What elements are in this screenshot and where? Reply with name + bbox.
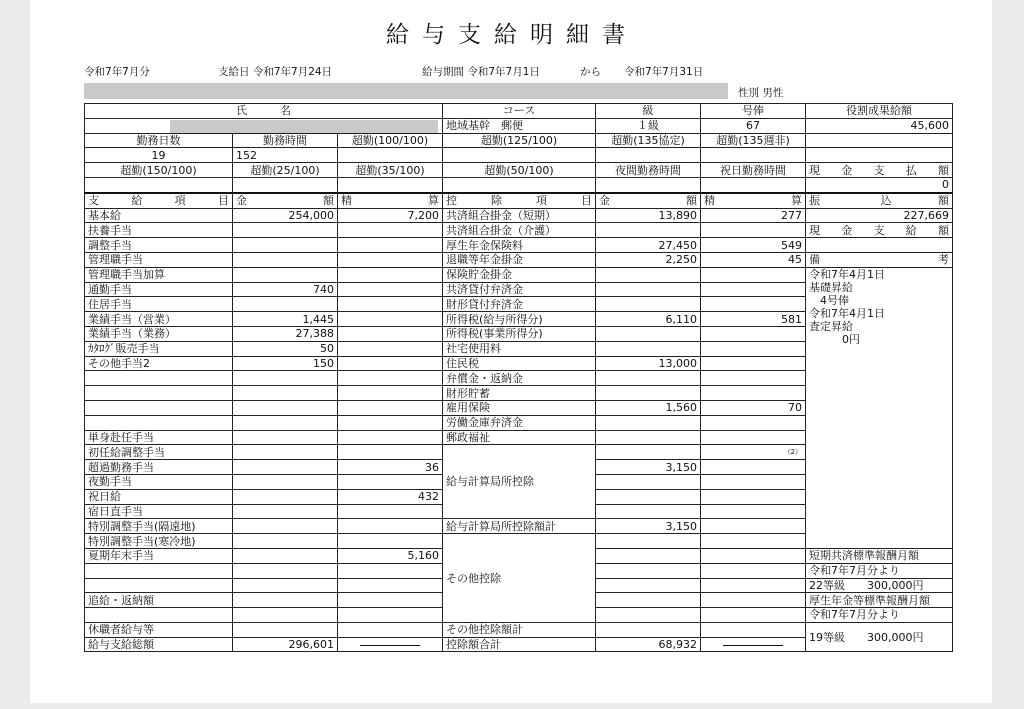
ot135a-value bbox=[596, 148, 701, 163]
column-header: 金 額 bbox=[596, 193, 701, 208]
deduction-settle bbox=[701, 460, 806, 475]
ot150-value bbox=[85, 177, 233, 192]
deduction-label: 厚生年金保険料 bbox=[443, 238, 596, 253]
pay-item-amount bbox=[233, 608, 338, 623]
pay-item-label bbox=[85, 415, 233, 430]
work-hours-value: 152 bbox=[233, 148, 338, 163]
pay-item-label: ｶﾀﾛｸﾞ販売手当 bbox=[85, 341, 233, 356]
cash-pay-value bbox=[806, 238, 953, 253]
pay-item-amount: 1,445 bbox=[233, 312, 338, 327]
info-blank bbox=[806, 133, 953, 148]
pay-item-settle bbox=[338, 519, 443, 534]
remarks-line: 0円 bbox=[809, 332, 861, 346]
step-label: 号俸 bbox=[701, 104, 806, 119]
table-row bbox=[85, 267, 953, 282]
deduction-settle: 70 bbox=[701, 400, 806, 415]
pay-item-settle bbox=[338, 504, 443, 519]
pay-item-amount bbox=[233, 578, 338, 593]
deduction-settle: 581 bbox=[701, 312, 806, 327]
pay-item-label: 夏期年末手当 bbox=[85, 548, 233, 563]
work-hours-label: 勤務時間 bbox=[233, 133, 338, 148]
deduction-label: 退職等年金掛金 bbox=[443, 252, 596, 267]
deduction-amount bbox=[596, 578, 701, 593]
pay-item-amount bbox=[233, 622, 338, 637]
pay-item-settle bbox=[338, 563, 443, 578]
deduction-amount bbox=[596, 371, 701, 386]
course-label: コース bbox=[443, 104, 596, 119]
column-header: 控 除 項 目 bbox=[443, 193, 596, 208]
other-deduction-total-label: その他控除額計 bbox=[443, 622, 596, 637]
pay-item-label: 業績手当（業務） bbox=[85, 326, 233, 341]
pay-item-label: 通勤手当 bbox=[85, 282, 233, 297]
table-row bbox=[85, 238, 953, 253]
remarks-line: 4号俸 bbox=[809, 293, 850, 307]
ot135b-value bbox=[701, 148, 806, 163]
pay-period-end: 令和7年7月31日 bbox=[624, 66, 704, 78]
deduction-amount bbox=[596, 593, 701, 608]
pay-item-label: 超過勤務手当 bbox=[85, 460, 233, 475]
cash-pay-label: 現 金 支 給 額 bbox=[806, 223, 953, 238]
pay-item-amount bbox=[233, 415, 338, 430]
deduction-amount bbox=[596, 474, 701, 489]
info-row-4 bbox=[85, 148, 953, 163]
night-hours-label: 夜間勤務時間 bbox=[596, 163, 701, 178]
pay-item-settle bbox=[338, 445, 443, 460]
pay-item-label bbox=[85, 400, 233, 415]
deduction-amount bbox=[596, 267, 701, 282]
deduction-settle bbox=[701, 415, 806, 430]
pay-item-settle bbox=[338, 223, 443, 238]
pay-item-settle: 7,200 bbox=[338, 208, 443, 223]
pay-item-amount bbox=[233, 386, 338, 401]
remarks-line: 令和7年4月1日 bbox=[809, 267, 886, 281]
pay-item-settle bbox=[338, 371, 443, 386]
remarks-line: 査定昇給 bbox=[809, 319, 854, 333]
deduction-amount: 1,560 bbox=[596, 400, 701, 415]
pay-item-settle bbox=[338, 622, 443, 637]
deduction-amount: 13,890 bbox=[596, 208, 701, 223]
role-pay-value: 45,600 bbox=[806, 118, 953, 133]
ot135a-label: 超勤(135協定) bbox=[596, 133, 701, 148]
deduction-settle bbox=[701, 504, 806, 519]
pay-item-label: 調整手当 bbox=[85, 238, 233, 253]
deduction-label: 弁償金・返納金 bbox=[443, 371, 596, 386]
deduction-settle bbox=[701, 341, 806, 356]
remarks-line: 令和7年4月1日 bbox=[809, 306, 886, 320]
deduction-amount: 6,110 bbox=[596, 312, 701, 327]
info-row-3 bbox=[85, 133, 953, 148]
holiday-hours-value bbox=[701, 177, 806, 192]
pension-std-label: 厚生年金等標準報酬月額 bbox=[806, 593, 953, 608]
deduction-amount bbox=[596, 608, 701, 623]
table-row bbox=[85, 622, 953, 637]
pay-item-settle bbox=[338, 356, 443, 371]
column-header: 精 算 bbox=[338, 193, 443, 208]
deduction-amount bbox=[596, 341, 701, 356]
ot100-value bbox=[338, 148, 443, 163]
deduction-label: 共済組合掛金（介護） bbox=[443, 223, 596, 238]
ot50-label: 超勤(50/100) bbox=[443, 163, 596, 178]
deduction-amount bbox=[596, 386, 701, 401]
dash-line bbox=[360, 645, 420, 646]
pay-item-label bbox=[85, 578, 233, 593]
short-term-std-from: 令和7年7月分より bbox=[806, 563, 953, 578]
deduction-amount bbox=[596, 489, 701, 504]
ot125-value bbox=[443, 148, 596, 163]
pay-item-amount: 254,000 bbox=[233, 208, 338, 223]
pay-period-start: 給与期間 令和7年7月1日 bbox=[422, 66, 540, 78]
deduction-amount bbox=[596, 445, 701, 460]
pay-item-amount bbox=[233, 489, 338, 504]
course-value: 地域基幹 郵便 bbox=[443, 118, 596, 133]
deduction-settle bbox=[701, 563, 806, 578]
name-label: 氏 名 bbox=[85, 104, 443, 119]
dash-line bbox=[723, 645, 783, 646]
pay-item-settle bbox=[338, 474, 443, 489]
pay-item-settle: 432 bbox=[338, 489, 443, 504]
grade-label: 級 bbox=[596, 104, 701, 119]
other-deduction-label: その他控除 bbox=[443, 534, 596, 623]
redacted-bar bbox=[84, 83, 728, 99]
pay-item-settle bbox=[338, 326, 443, 341]
deduction-settle bbox=[701, 282, 806, 297]
deduction-amount bbox=[596, 326, 701, 341]
ot25-label: 超勤(25/100) bbox=[233, 163, 338, 178]
pay-item-amount: 740 bbox=[233, 282, 338, 297]
deduction-amount bbox=[596, 282, 701, 297]
pay-item-amount bbox=[233, 252, 338, 267]
work-days-label: 勤務日数 bbox=[85, 133, 233, 148]
deduction-label: 労働金庫弁済金 bbox=[443, 415, 596, 430]
cash-payment-label: 現 金 支 払 額 bbox=[806, 163, 953, 178]
pay-item-label: 夜勤手当 bbox=[85, 474, 233, 489]
info-row-1 bbox=[85, 104, 953, 119]
pay-item-settle bbox=[338, 341, 443, 356]
ot35-value bbox=[338, 177, 443, 192]
work-days-value: 19 bbox=[85, 148, 233, 163]
pay-item-amount bbox=[233, 519, 338, 534]
ot25-value bbox=[233, 177, 338, 192]
pay-item-settle bbox=[338, 534, 443, 549]
ot150-label: 超勤(150/100) bbox=[85, 163, 233, 178]
column-header: 支 給 項 目 bbox=[85, 193, 233, 208]
deduction-amount bbox=[596, 415, 701, 430]
info-blank bbox=[806, 148, 953, 163]
pay-item-label: 給与支給総額 bbox=[85, 637, 233, 652]
table-row bbox=[85, 223, 953, 238]
deduction-settle bbox=[701, 548, 806, 563]
pay-settle-dash bbox=[338, 637, 443, 652]
pay-item-label: 特別調整手当(寒冷地) bbox=[85, 534, 233, 549]
pay-item-amount bbox=[233, 223, 338, 238]
deduction-settle bbox=[701, 474, 806, 489]
deduction-label: 共済貸付弁済金 bbox=[443, 282, 596, 297]
deduction-label: 共済組合掛金（短期） bbox=[443, 208, 596, 223]
deduction-amount bbox=[596, 223, 701, 238]
deduction-amount bbox=[596, 430, 701, 445]
deduction-label: 保険貯金掛金 bbox=[443, 267, 596, 282]
deduction-settle bbox=[701, 593, 806, 608]
pay-item-label: 特別調整手当(隔遠地) bbox=[85, 519, 233, 534]
table-row bbox=[85, 208, 953, 223]
page-title: 給与支給明細書 bbox=[386, 22, 638, 48]
name-value bbox=[85, 118, 443, 133]
pay-item-amount bbox=[233, 563, 338, 578]
pay-item-label: 住居手当 bbox=[85, 297, 233, 312]
pension-std-from: 令和7年7月分より bbox=[806, 608, 953, 623]
deduction-settle bbox=[701, 326, 806, 341]
role-pay-label: 役割成果給額 bbox=[806, 104, 953, 119]
pay-item-settle bbox=[338, 386, 443, 401]
pay-item-amount: 50 bbox=[233, 341, 338, 356]
deduction-amount bbox=[596, 504, 701, 519]
deduction-label: 社宅使用料 bbox=[443, 341, 596, 356]
night-hours-value bbox=[596, 177, 701, 192]
cash-payment-value: 0 bbox=[806, 177, 953, 192]
column-header-row bbox=[85, 193, 953, 208]
ot135b-label: 超勤(135週非) bbox=[701, 133, 806, 148]
deduction-settle bbox=[701, 534, 806, 549]
pay-item-settle bbox=[338, 267, 443, 282]
pay-item-label: 祝日給 bbox=[85, 489, 233, 504]
total-deduction-label: 控除額合計 bbox=[443, 637, 596, 652]
pay-item-label: 扶養手当 bbox=[85, 223, 233, 238]
pay-period-from: から bbox=[580, 66, 601, 78]
deduction-amount: 27,450 bbox=[596, 238, 701, 253]
pay-item-settle bbox=[338, 578, 443, 593]
short-term-std-value: 22等級 300,000円 bbox=[806, 578, 953, 593]
payslip-table bbox=[84, 103, 953, 652]
column-header: 精 算 bbox=[701, 193, 806, 208]
pay-item-label: その他手当2 bbox=[85, 356, 233, 371]
ot125-label: 超勤(125/100) bbox=[443, 133, 596, 148]
pay-item-amount bbox=[233, 400, 338, 415]
local-deduction-amount: 3,150 bbox=[596, 460, 701, 475]
pay-item-amount bbox=[233, 460, 338, 475]
ot100-label: 超勤(100/100) bbox=[338, 133, 443, 148]
remarks-line: 基礎昇給 bbox=[809, 280, 854, 294]
deduction-amount bbox=[596, 297, 701, 312]
pay-item-amount bbox=[233, 371, 338, 386]
transfer-amount: 227,669 bbox=[806, 208, 953, 223]
pay-item-settle: 5,160 bbox=[338, 548, 443, 563]
pay-item-label: 管理職手当加算 bbox=[85, 267, 233, 282]
pay-item-settle bbox=[338, 252, 443, 267]
deduction-settle bbox=[701, 622, 806, 637]
column-header: 振 込 額 bbox=[806, 193, 953, 208]
local-deduction-note: （2） bbox=[701, 445, 806, 460]
pay-item-label: 業績手当（営業） bbox=[85, 312, 233, 327]
deduction-label: 郵政福祉 bbox=[443, 430, 596, 445]
pay-month: 令和7年7月分 bbox=[84, 66, 150, 78]
pay-item-label bbox=[85, 563, 233, 578]
ot50-value bbox=[443, 177, 596, 192]
local-deduction-total-amount: 3,150 bbox=[596, 519, 701, 534]
pay-item-amount bbox=[233, 548, 338, 563]
pay-item-amount bbox=[233, 430, 338, 445]
pay-item-settle bbox=[338, 297, 443, 312]
pay-item-label bbox=[85, 371, 233, 386]
gender: 性別 男性 bbox=[738, 87, 784, 99]
ot35-label: 超勤(35/100) bbox=[338, 163, 443, 178]
pay-item-label bbox=[85, 386, 233, 401]
pay-item-amount: 150 bbox=[233, 356, 338, 371]
deduction-amount bbox=[596, 563, 701, 578]
info-row-5 bbox=[85, 163, 953, 178]
deduction-settle bbox=[701, 371, 806, 386]
pay-item-amount bbox=[233, 474, 338, 489]
pay-item-amount: 27,388 bbox=[233, 326, 338, 341]
deduction-label: 所得税(給与所得分) bbox=[443, 312, 596, 327]
pay-item-settle bbox=[338, 430, 443, 445]
pay-item-amount bbox=[233, 593, 338, 608]
deduction-label: 財形貸付弁済金 bbox=[443, 297, 596, 312]
local-deduction-label: 給与計算局所控除 bbox=[443, 445, 596, 519]
pay-date: 支給日 令和7年7月24日 bbox=[218, 66, 333, 78]
pay-item-settle bbox=[338, 415, 443, 430]
deduction-settle bbox=[701, 297, 806, 312]
pay-item-amount bbox=[233, 267, 338, 282]
pay-item-amount bbox=[233, 504, 338, 519]
deduction-settle bbox=[701, 356, 806, 371]
redacted-name bbox=[170, 120, 438, 133]
pay-item-label: 宿日直手当 bbox=[85, 504, 233, 519]
local-deduction-total-label: 給与計算局所控除額計 bbox=[443, 519, 596, 534]
remarks-box bbox=[806, 267, 953, 548]
column-header: 金 額 bbox=[233, 193, 338, 208]
pay-item-settle bbox=[338, 593, 443, 608]
pension-std-value: 19等級 300,000円 bbox=[806, 622, 953, 652]
deduction-label: 所得税(事業所得分) bbox=[443, 326, 596, 341]
pay-item-settle: 36 bbox=[338, 460, 443, 475]
deduction-label: 財形貯蓄 bbox=[443, 386, 596, 401]
info-row-2 bbox=[85, 118, 953, 133]
pay-item-settle bbox=[338, 282, 443, 297]
deduction-amount bbox=[596, 548, 701, 563]
holiday-hours-label: 祝日勤務時間 bbox=[701, 163, 806, 178]
deduction-settle bbox=[701, 223, 806, 238]
deduction-settle bbox=[701, 489, 806, 504]
pay-item-label: 初任給調整手当 bbox=[85, 445, 233, 460]
grade-value: １級 bbox=[596, 118, 701, 133]
pay-item-label: 管理職手当 bbox=[85, 252, 233, 267]
remarks-label: 備 考 bbox=[806, 252, 953, 267]
deduction-settle: 277 bbox=[701, 208, 806, 223]
pay-item-amount bbox=[233, 238, 338, 253]
deduction-settle bbox=[701, 430, 806, 445]
pay-item-label: 休職者給与等 bbox=[85, 622, 233, 637]
info-row-6 bbox=[85, 177, 953, 192]
deduction-settle bbox=[701, 519, 806, 534]
deduction-amount: 2,250 bbox=[596, 252, 701, 267]
deduction-settle: 549 bbox=[701, 238, 806, 253]
pay-item-settle bbox=[338, 400, 443, 415]
pay-item-amount bbox=[233, 445, 338, 460]
deduction-settle-dash bbox=[701, 637, 806, 652]
pay-item-amount bbox=[233, 297, 338, 312]
short-term-std-label: 短期共済標準報酬月額 bbox=[806, 548, 953, 563]
total-deduction-amount: 68,932 bbox=[596, 637, 701, 652]
table-row bbox=[85, 252, 953, 267]
deduction-settle bbox=[701, 267, 806, 282]
pay-item-settle bbox=[338, 238, 443, 253]
deduction-settle bbox=[701, 578, 806, 593]
deduction-label: 住民税 bbox=[443, 356, 596, 371]
pay-item-settle bbox=[338, 312, 443, 327]
deduction-settle bbox=[701, 386, 806, 401]
deduction-amount: 13,000 bbox=[596, 356, 701, 371]
pay-item-label bbox=[85, 608, 233, 623]
pay-item-amount: 296,601 bbox=[233, 637, 338, 652]
step-value: 67 bbox=[701, 118, 806, 133]
pay-item-label: 基本給 bbox=[85, 208, 233, 223]
pay-item-label: 追給・返納額 bbox=[85, 593, 233, 608]
deduction-amount bbox=[596, 534, 701, 549]
deduction-settle: 45 bbox=[701, 252, 806, 267]
pay-item-settle bbox=[338, 608, 443, 623]
deduction-settle bbox=[701, 608, 806, 623]
deduction-amount bbox=[596, 622, 701, 637]
pay-item-label: 単身赴任手当 bbox=[85, 430, 233, 445]
deduction-label: 雇用保険 bbox=[443, 400, 596, 415]
pay-item-amount bbox=[233, 534, 338, 549]
